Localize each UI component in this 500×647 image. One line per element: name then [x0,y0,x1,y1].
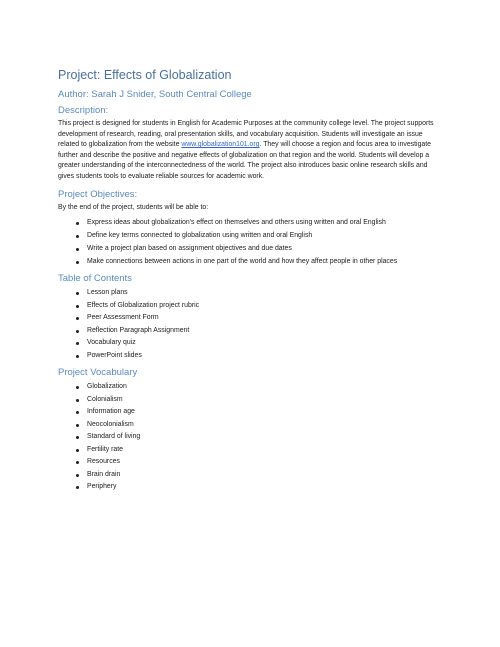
vocabulary-item: Information age [58,407,444,418]
description-text-start: This project is designed for students in English for Academic Purposes at the community college level. The project supports development of research, reading, oral presentation skills, and vocabulary acquisition. Students will investigate an issue related to globalization from the website [58,120,434,149]
objective-item: Write a project plan based on assignment objectives and due dates [58,244,444,255]
toc-item: Lesson plans [58,288,444,299]
toc-item: Peer Assessment Form [58,313,444,324]
vocabulary-item: Fertility rate [58,445,444,456]
objectives-intro: By the end of the project, students will be able to: [58,203,209,211]
description-text-end: . They will choose a region and focus area to investigate further and describe the positive and negative effects of globalization on that region and the world. Students will develop a greater understanding of the interconnectedness of the world. The project also introduces basic online research skills and gives students tools to evaluate reliable sources for academic work. [58,141,431,180]
globalization-website-link[interactable]: www.globalization101.org [181,141,260,149]
objective-item: Make connections between actions in one part of the world and how they affect people in other places [58,257,444,268]
document-title: Project: Effects of Globalization [58,68,232,82]
vocabulary-item: Resources [58,457,444,468]
toc-item: PowerPoint slides [58,351,444,362]
toc-item: Effects of Globalization project rubric [58,301,444,312]
toc-item: Reflection Paragraph Assignment [58,326,444,337]
objectives-heading: Project Objectives: [58,188,138,200]
vocabulary-heading: Project Vocabulary [58,367,138,379]
table-of-contents-list [58,288,444,361]
document-page [58,68,444,499]
vocabulary-item: Globalization [58,382,444,393]
vocabulary-item: Standard of living [58,432,444,443]
objective-item: Define key terms connected to globalization using written and oral English [58,231,444,242]
toc-item: Vocabulary quiz [58,338,444,349]
vocabulary-item: Colonialism [58,395,444,406]
author-line: Author: Sarah J Snider, South Central College [58,89,252,100]
vocabulary-item: Brain drain [58,470,444,481]
objectives-list [58,218,444,267]
vocabulary-list [58,382,444,492]
description-heading: Description: [58,105,109,116]
objective-item: Express ideas about globalization's effect on themselves and others using written and oral English [58,218,444,229]
vocabulary-item: Neocolonialism [58,420,444,431]
description-paragraph [58,119,444,183]
vocabulary-item: Periphery [58,482,444,493]
table-of-contents-heading: Table of Contents [58,273,132,285]
